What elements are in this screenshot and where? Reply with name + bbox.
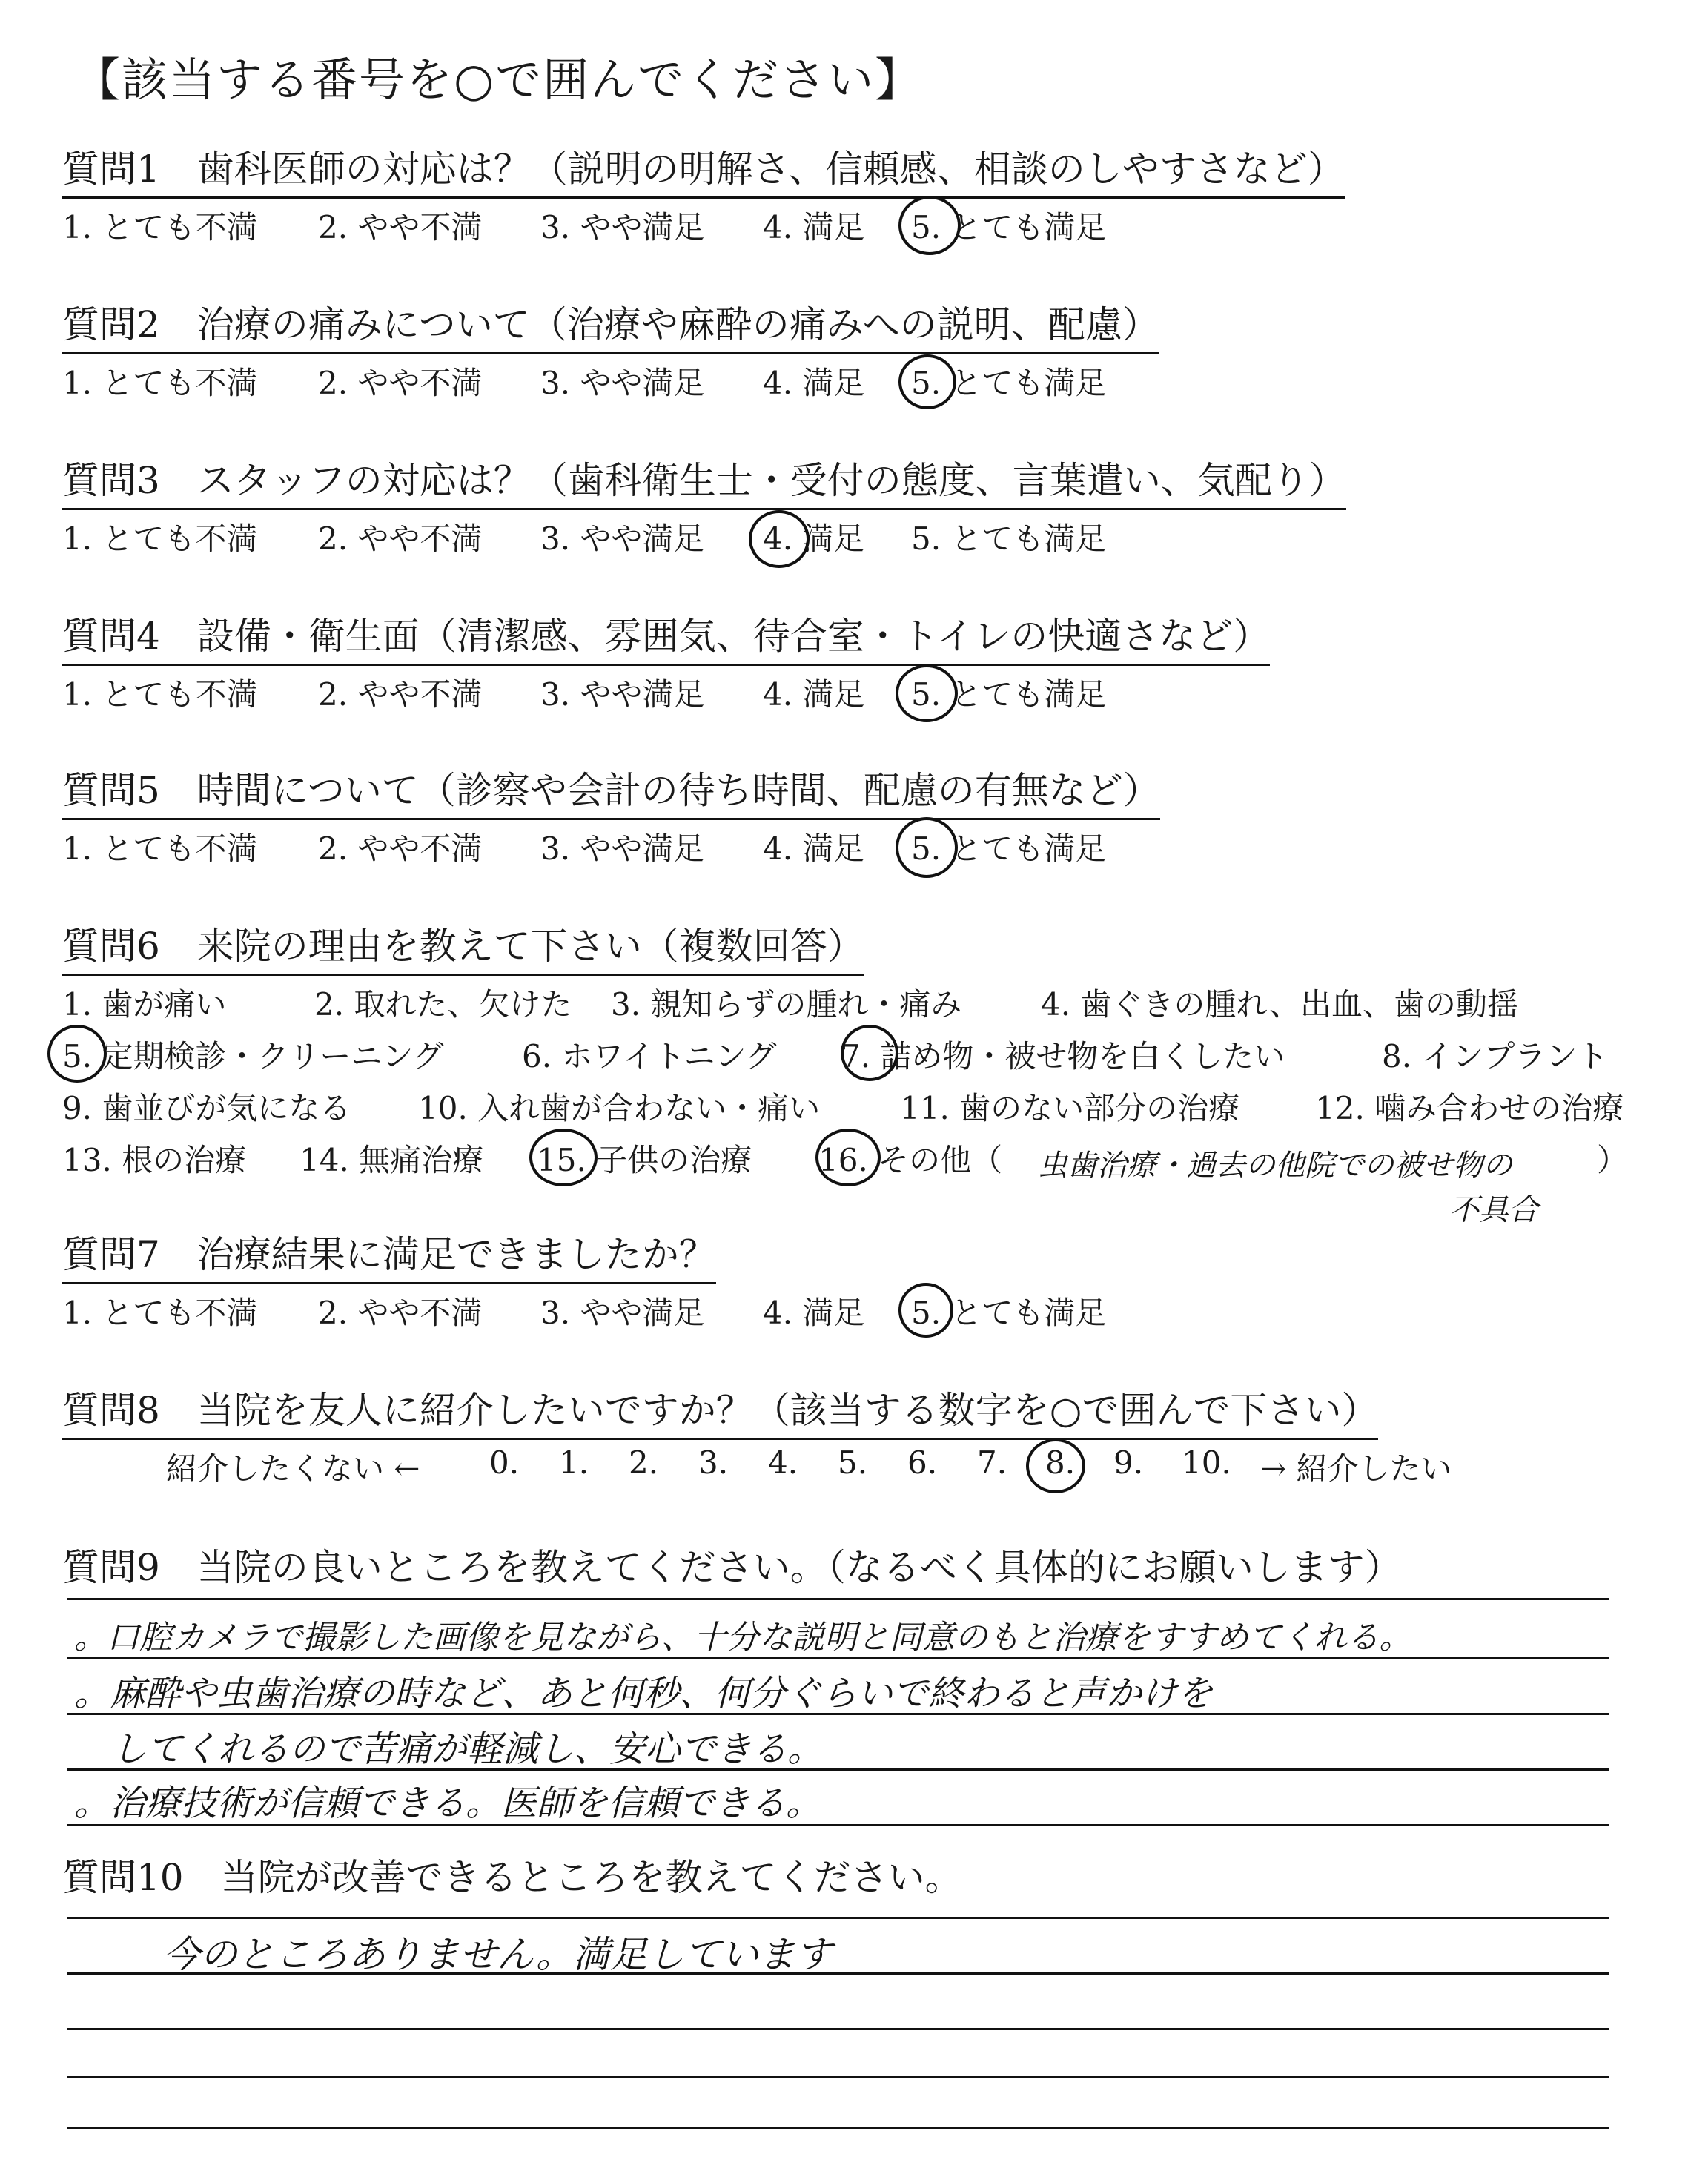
question-4 <box>62 612 1270 718</box>
selection-circle <box>1026 1439 1085 1493</box>
question-4-title: 質問4 設備・衛生面（清潔感、雰囲気、待合室・トイレの快適さなど） <box>62 612 1270 666</box>
reason-16[interactable]: 16. その他（ <box>818 1142 1003 1178</box>
reason-13[interactable]: 13. 根の治療 <box>62 1142 247 1178</box>
option-3[interactable]: 3. やや満足 <box>540 365 705 401</box>
option-3[interactable]: 3. やや満足 <box>540 521 705 557</box>
scale-1[interactable]: 1. <box>559 1444 589 1481</box>
scale-10[interactable]: 10. <box>1182 1444 1231 1481</box>
option-1[interactable]: 1. とても不満 <box>62 1295 258 1331</box>
option-4[interactable]: 4. 満足 <box>763 676 865 713</box>
option-1[interactable]: 1. とても不満 <box>62 676 258 713</box>
question-2 <box>62 301 1159 406</box>
selection-circle <box>898 1283 953 1338</box>
reason-15[interactable]: 15. 子供の治療 <box>537 1142 752 1178</box>
scale-2[interactable]: 2. <box>629 1444 659 1481</box>
q9-answer-line-1: 。口腔カメラで撮影した画像を見ながら、十分な説明と同意のもと治療をすすめてくれる。 <box>74 1619 1412 1657</box>
scale-9[interactable]: 9. <box>1113 1444 1144 1481</box>
option-2[interactable]: 2. やや不満 <box>318 676 483 713</box>
q9-answer-line-2: 。麻酔や虫歯治療の時など、あと何秒、何分ぐらいで終わると声かけを <box>74 1673 1214 1714</box>
answer-line <box>67 2127 1609 2129</box>
option-2[interactable]: 2. やや不満 <box>318 365 483 401</box>
question-5-title: 質問5 時間について（診察や会計の待ち時間、配慮の有無など） <box>62 767 1160 820</box>
option-2[interactable]: 2. やや不満 <box>318 209 483 245</box>
scale-0[interactable]: 0. <box>489 1444 520 1481</box>
question-8 <box>62 1387 1452 1492</box>
selection-circle <box>47 1025 107 1083</box>
question-3-options <box>62 515 1346 562</box>
selection-circle <box>896 664 958 722</box>
option-2[interactable]: 2. やや不満 <box>318 830 483 867</box>
question-7 <box>62 1231 1107 1336</box>
option-3[interactable]: 3. やや満足 <box>540 209 705 245</box>
reason-10[interactable]: 10. 入れ歯が合わない・痛い <box>418 1090 821 1126</box>
option-4[interactable]: 4. 満足 <box>763 365 865 401</box>
reason-6[interactable]: 6. ホワイトニング <box>522 1038 777 1074</box>
question-9 <box>62 1544 1402 1595</box>
reason-9[interactable]: 9. 歯並びが気になる <box>62 1090 351 1126</box>
q9-answer-line-3: してくれるので苦痛が軽減し、安心できる。 <box>111 1728 824 1770</box>
answer-line <box>67 1598 1609 1600</box>
selection-circle <box>815 1129 881 1186</box>
option-1[interactable]: 1. とても不満 <box>62 365 258 401</box>
question-3 <box>62 457 1346 562</box>
question-6 <box>62 922 864 976</box>
question-8-scale <box>62 1444 1452 1492</box>
selection-circle <box>898 196 961 255</box>
question-1 <box>62 145 1345 251</box>
question-9-title: 質問9 当院の良いところを教えてください。（なるべく具体的にお願いします） <box>62 1546 1402 1589</box>
reason-14[interactable]: 14. 無痛治療 <box>299 1142 484 1178</box>
question-5 <box>62 767 1160 872</box>
option-3[interactable]: 3. やや満足 <box>540 676 705 713</box>
question-6-title: 質問6 来院の理由を教えて下さい（複数回答） <box>62 922 864 976</box>
question-2-options <box>62 359 1159 406</box>
scale-right-label: → 紹介したい <box>1260 1450 1452 1487</box>
option-4[interactable]: 4. 満足 <box>763 1295 865 1331</box>
reason-2[interactable]: 2. 取れた、欠けた <box>314 986 572 1023</box>
scale-3[interactable]: 3. <box>698 1444 729 1481</box>
reason-11[interactable]: 11. 歯のない部分の治療 <box>900 1090 1240 1126</box>
option-5[interactable]: 5. とても満足 <box>911 365 1107 401</box>
option-3[interactable]: 3. やや満足 <box>540 830 705 867</box>
page-header: 【該当する番号を○で囲んでください】 <box>74 53 923 107</box>
question-10 <box>62 1854 962 1905</box>
option-4[interactable]: 4. 満足 <box>763 521 865 557</box>
question-1-title: 質問1 歯科医師の対応は？（説明の明解さ、信頼感、相談のしやすさなど） <box>62 145 1345 199</box>
option-1[interactable]: 1. とても不満 <box>62 830 258 867</box>
selection-circle <box>896 817 958 878</box>
option-1[interactable]: 1. とても不満 <box>62 209 258 245</box>
question-3-title: 質問3 スタッフの対応は？（歯科衛生士・受付の態度、言葉遣い、気配り） <box>62 457 1346 510</box>
question-2-title: 質問2 治療の痛みについて（治療や麻酔の痛みへの説明、配慮） <box>62 301 1159 354</box>
option-5[interactable]: 5. とても満足 <box>911 676 1107 713</box>
option-5[interactable]: 5. とても満足 <box>911 830 1107 867</box>
scale-5[interactable]: 5. <box>838 1444 868 1481</box>
q10-answer-line-1: 今のところありません。満足しています <box>163 1933 833 1976</box>
option-5[interactable]: 5. とても満足 <box>911 521 1107 557</box>
question-4-options <box>62 670 1270 718</box>
other-reason-handwritten-line-1: 虫歯治療・過去の他院での被せ物の <box>1038 1149 1512 1183</box>
reason-8[interactable]: 8. インプラント <box>1382 1038 1609 1074</box>
selection-circle <box>529 1129 598 1186</box>
scale-7[interactable]: 7. <box>977 1444 1007 1481</box>
q9-answer-line-4: 。治療技術が信頼できる。医師を信頼できる。 <box>74 1783 822 1824</box>
answer-line <box>67 2028 1609 2030</box>
reason-4[interactable]: 4. 歯ぐきの腫れ、出血、歯の動揺 <box>1041 986 1518 1023</box>
selection-circle <box>841 1025 898 1081</box>
reason-3[interactable]: 3. 親知らずの腫れ・痛み <box>611 986 962 1023</box>
option-3[interactable]: 3. やや満足 <box>540 1295 705 1331</box>
answer-line <box>67 2076 1609 2078</box>
option-1[interactable]: 1. とても不満 <box>62 521 258 557</box>
reason-7[interactable]: 7. 詰め物・被せ物を白くしたい <box>841 1038 1285 1074</box>
scale-6[interactable]: 6. <box>907 1444 938 1481</box>
reason-5[interactable]: 5. 定期検診・クリーニング <box>62 1038 444 1074</box>
reason-1[interactable]: 1. 歯が痛い <box>62 986 227 1023</box>
selection-circle <box>749 510 810 568</box>
scale-left-label: 紹介したくない ← <box>166 1450 420 1487</box>
option-5[interactable]: 5. とても満足 <box>911 1295 1107 1331</box>
selection-circle <box>898 354 956 409</box>
scale-8[interactable]: 8. <box>1045 1444 1076 1481</box>
scale-4[interactable]: 4. <box>768 1444 798 1481</box>
option-4[interactable]: 4. 満足 <box>763 830 865 867</box>
question-5-options <box>62 825 1160 872</box>
option-2[interactable]: 2. やや不満 <box>318 1295 483 1331</box>
question-7-title: 質問7 治療結果に満足できましたか？ <box>62 1231 716 1284</box>
option-5[interactable]: 5. とても満足 <box>911 209 1107 245</box>
option-4[interactable]: 4. 満足 <box>763 209 865 245</box>
question-8-title: 質問8 当院を友人に紹介したいですか？（該当する数字を○で囲んで下さい） <box>62 1387 1378 1440</box>
question-10-title: 質問10 当院が改善できるところを教えてください。 <box>62 1856 962 1899</box>
other-close-paren: ） <box>1597 1142 1629 1178</box>
question-1-options <box>62 203 1345 251</box>
other-reason-handwritten-line-2: 不具合 <box>1449 1193 1538 1227</box>
reason-12[interactable]: 12. 噛み合わせの治療 <box>1315 1090 1624 1126</box>
option-2[interactable]: 2. やや不満 <box>318 521 483 557</box>
question-7-options <box>62 1289 1107 1336</box>
answer-line <box>67 1917 1609 1919</box>
